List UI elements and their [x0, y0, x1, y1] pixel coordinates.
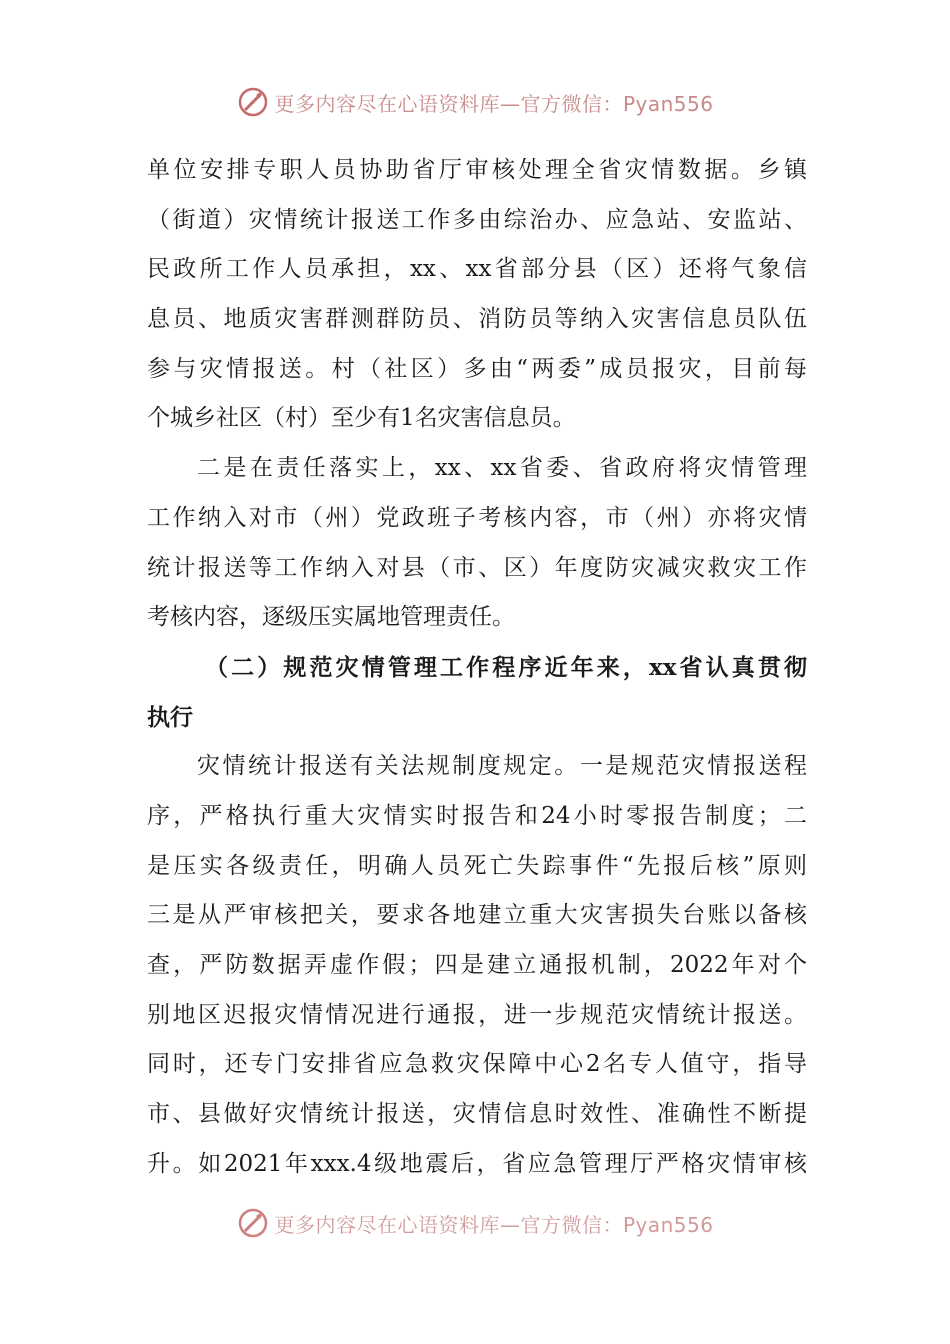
- text-line: 三是从严审核把关，要求各地建立重大灾害损失台账以备核: [147, 902, 807, 929]
- footer-watermark: [0, 1203, 950, 1243]
- text-line: 参与灾情报送。村（社区）多由“两委”成员报灾，目前每: [147, 355, 807, 382]
- text-line: 别地区迟报灾情情况进行通报，进一步规范灾情统计报送。: [147, 1001, 807, 1028]
- text-line: 考核内容，逐级压实属地管理责任。: [147, 604, 515, 631]
- text-line: 统计报送等工作纳入对县（市、区）年度防灾减灾救灾工作: [147, 554, 807, 581]
- watermark-text: 更多内容尽在心语资料库—官方微信：Pyan556: [274, 91, 714, 116]
- text-line: 升。如2021年xxx.4级地震后，省应急管理厅严格灾情审核: [147, 1150, 807, 1177]
- document-body: [147, 146, 807, 1189]
- text-line: 查，严防数据弄虚作假；四是建立通报机制，2022年对个: [147, 952, 807, 978]
- paragraph-start: 灾情统计报送有关法规制度规定。一是规范灾情报送程: [197, 753, 807, 780]
- paragraph-start: 二是在责任落实上，xx、xx省委、省政府将灾情管理: [197, 455, 807, 482]
- pen-logo-icon: [236, 85, 270, 119]
- watermark-text: 更多内容尽在心语资料库—官方微信：Pyan556: [274, 1212, 714, 1237]
- section-heading: （二）规范灾情管理工作程序近年来，xx省认真贯彻: [205, 653, 807, 681]
- text-line: 市、县做好灾情统计报送，灾情信息时效性、准确性不断提: [147, 1101, 807, 1128]
- text-line: 个城乡社区（村）至少有1名灾害信息员。: [147, 405, 576, 432]
- text-line: 工作纳入对市（州）党政班子考核内容，市（州）亦将灾情: [147, 504, 807, 531]
- text-line: （街道）灾情统计报送工作多由综治办、应急站、安监站、: [147, 206, 807, 233]
- text-line: 是压实各级责任，明确人员死亡失踪事件“先报后核”原则: [147, 852, 807, 879]
- section-heading-continued: 执行: [147, 703, 193, 731]
- text-line: 民政所工作人员承担，xx、xx省部分县（区）还将气象信: [147, 256, 807, 283]
- header-watermark: [0, 82, 950, 122]
- text-line: 同时，还专门安排省应急救灾保障中心2名专人值守，指导: [147, 1051, 807, 1078]
- text-line: 单位安排专职人员协助省厅审核处理全省灾情数据。乡镇: [147, 157, 807, 183]
- text-line: 序，严格执行重大灾情实时报告和24小时零报告制度；二: [147, 802, 807, 829]
- pen-logo-icon: [236, 1206, 270, 1240]
- text-line: 息员、地质灾害群测群防员、消防员等纳入灾害信息员队伍: [147, 306, 807, 333]
